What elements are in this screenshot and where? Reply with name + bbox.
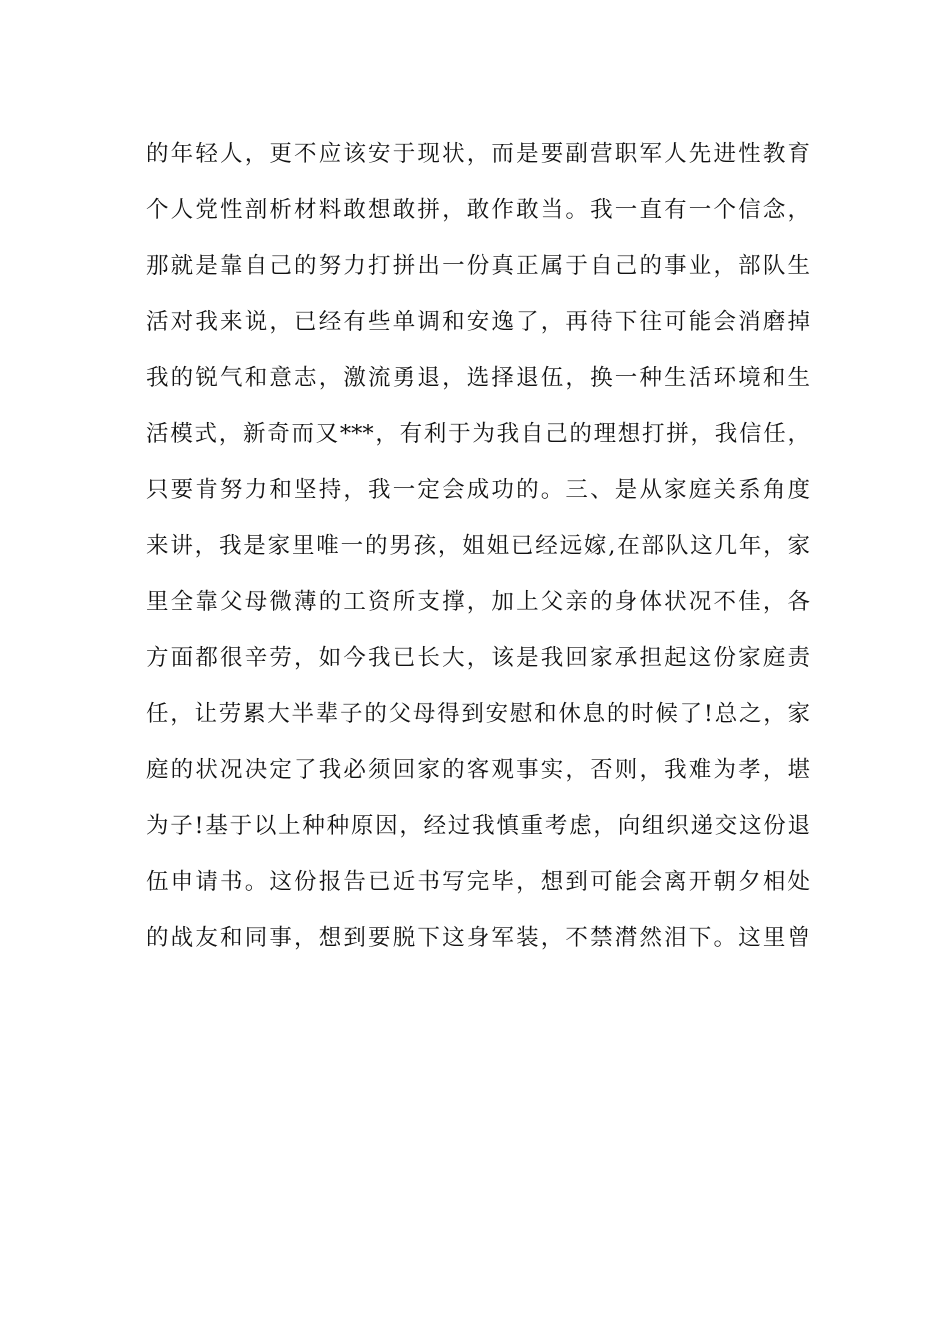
text-line: 里全靠父母微薄的工资所支撑，加上父亲的身体状况不佳，各 [146, 589, 810, 615]
text-line: 为子!基于以上种种原因，经过我慎重考虑，向组织递交这份退 [146, 813, 810, 839]
text-line: 来讲，我是家里唯一的男孩，姐姐已经远嫁,在部队这几年，家 [146, 533, 810, 559]
text-line: 只要肯努力和坚持，我一定会成功的。三、是从家庭关系角度 [146, 477, 810, 503]
text-line: 的战友和同事，想到要脱下这身军装，不禁潸然泪下。这里曾 [146, 925, 810, 951]
text-line: 活模式，新奇而又***，有利于为我自己的理想打拼，我信任， [146, 421, 810, 447]
text-line: 任，让劳累大半辈子的父母得到安慰和休息的时候了!总之，家 [146, 701, 810, 727]
text-line: 我的锐气和意志，激流勇退，选择退伍，换一种生活环境和生 [146, 365, 810, 391]
text-line: 个人党性剖析材料敢想敢拼，敢作敢当。我一直有一个信念， [146, 197, 810, 223]
text-line: 活对我来说，已经有些单调和安逸了，再待下往可能会消磨掉 [146, 309, 810, 335]
text-line: 庭的状况决定了我必须回家的客观事实，否则，我难为孝，堪 [146, 757, 810, 783]
text-line: 那就是靠自己的努力打拼出一份真正属于自己的事业，部队生 [146, 253, 810, 279]
text-line: 方面都很辛劳，如今我已长大，该是我回家承担起这份家庭责 [146, 645, 810, 671]
body-text [146, 134, 810, 974]
text-line: 的年轻人，更不应该安于现状，而是要副营职军人先进性教育 [146, 141, 810, 167]
text-line: 伍申请书。这份报告已近书写完毕，想到可能会离开朝夕相处 [146, 869, 810, 895]
